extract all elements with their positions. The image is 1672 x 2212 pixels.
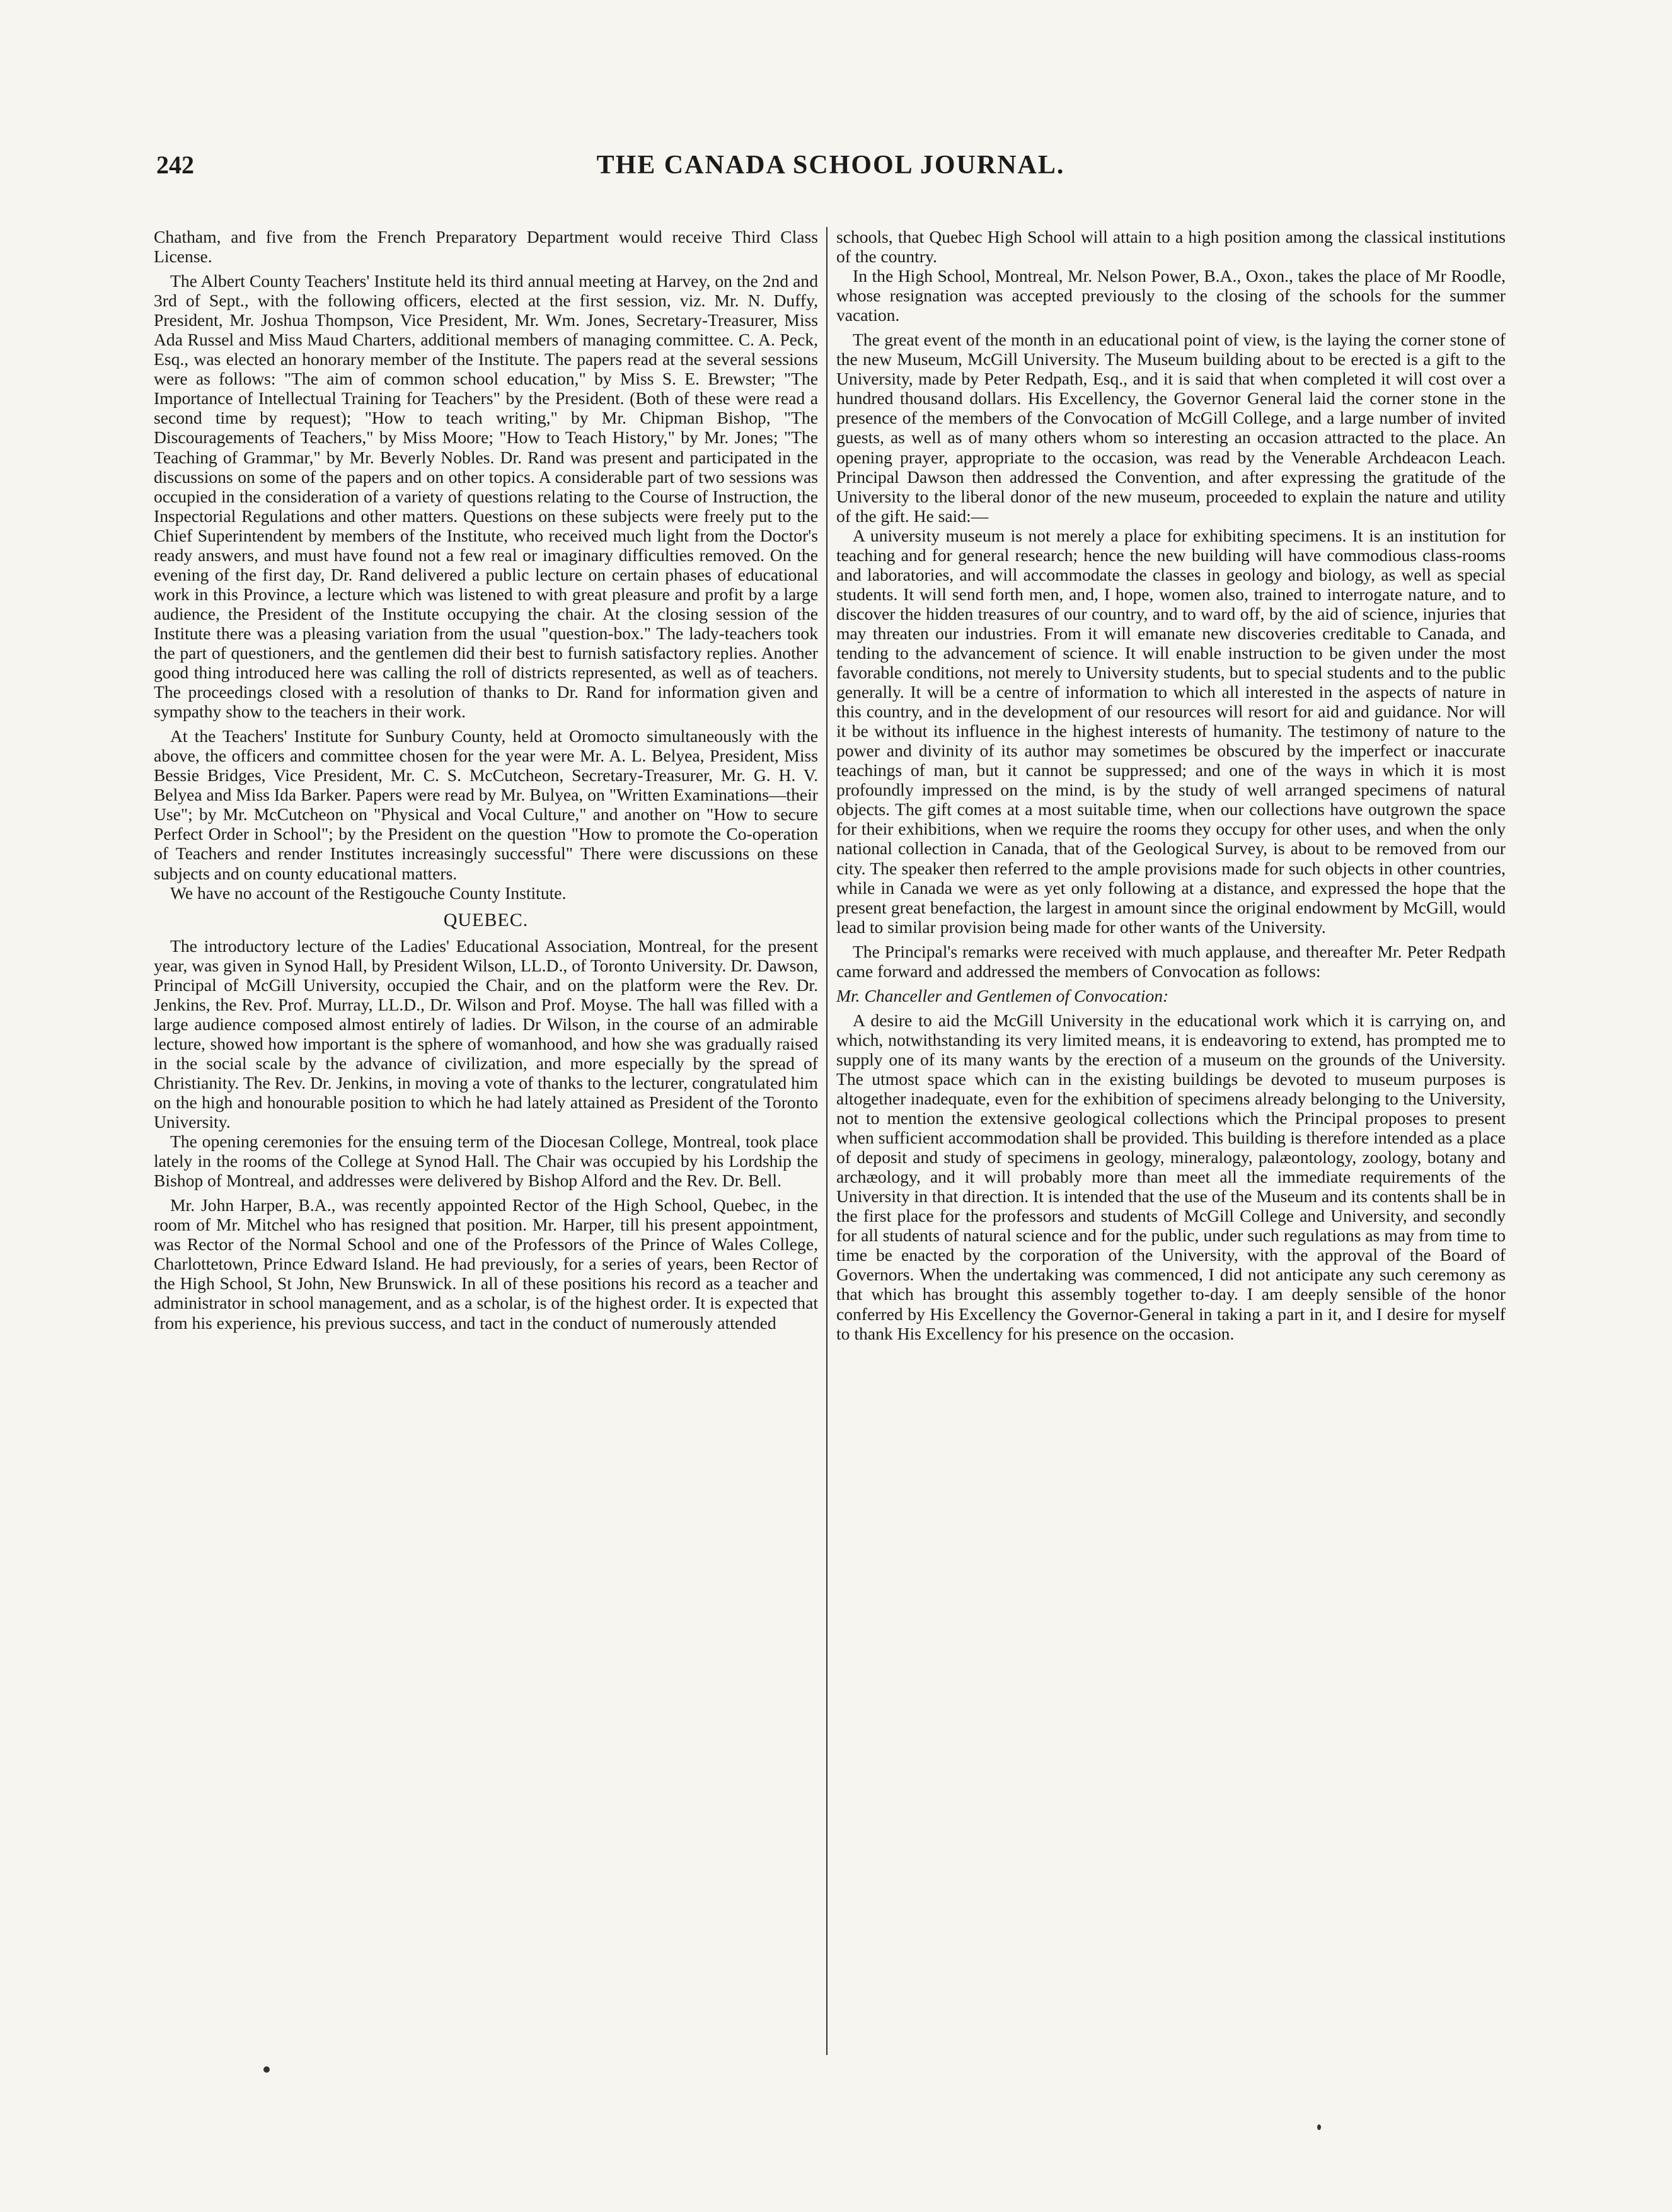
column-divider xyxy=(826,227,827,2055)
ink-speck xyxy=(263,2066,270,2073)
right-column xyxy=(836,227,1506,2042)
paragraph: Mr. John Harper, B.A., was recently appointed Rector of the High School, Quebec, in the room of Mr. Mitchel who has resigned that position. Mr. Harper, till his present appointment, was Rector of the Normal School and one of the Professors of the Prince of Wales College, Charlottetown, Prince Edward Island. He had previously, for a series of years, been Rector of the High School, St John, New Brunswick. In all of these positions his record as a teacher and administrator in school management, and as a scholar, is of the highest order. It is expected that from his experience, his previous success, and tact in the conduct of numerously attended xyxy=(154,1195,818,1333)
paragraph: The introductory lecture of the Ladies' Educational Association, Montreal, for the present year, was given in Synod Hall, by President Wilson, LL.D., of Toronto University. Dr. Dawson, Principal of McGill University, occupied the Chair, and on the platform were the Rev. Dr. Jenkins, the Rev. Prof. Murray, LL.D., Dr. Wilson and Prof. Moyse. The hall was filled with a large audience composed almost entirely of ladies. Dr Wilson, in the course of an admirable lecture, showed how important is the sphere of womanhood, and how she was gradually raised in the social scale by the advance of civilization, and more especially by the spread of Christianity. The Rev. Dr. Jenkins, in moving a vote of thanks to the lecturer, congratulated him on the high and honourable position to which he had lately attained as President of the Toronto University. xyxy=(154,935,818,1132)
paragraph: In the High School, Montreal, Mr. Nelson Power, B.A., Oxon., takes the place of Mr Roodle, whose resignation was accepted previously to the closing of the schools for the summer vacation. xyxy=(836,266,1506,325)
ink-speck xyxy=(1317,2124,1321,2130)
paragraph: The opening ceremonies for the ensuing term of the Diocesan College, Montreal, took place lately in the rooms of the College at Synod Hall. The Chair was occupied by his Lordship the Bishop of Montreal, and addresses were delivered by Bishop Alford and the Rev. Dr. Bell. xyxy=(154,1132,818,1191)
left-column xyxy=(154,227,818,2042)
paragraph: At the Teachers' Institute for Sunbury County, held at Oromocto simultaneously with the above, the officers and committee chosen for the year were Mr. A. L. Belyea, President, Miss Bessie Bridges, Vice President, Mr. C. S. McCutcheon, Secretary-Treasurer, Mr. G. H. V. Belyea and Miss Ida Barker. Papers were read by Mr. Bulyea, on "Written Examinations—their Use"; by Mr. McCutcheon on "Physical and Vocal Culture," and another on "How to secure Perfect Order in School"; by the President on the question "How to promote the Co-operation of Teachers and render Institutes increasingly successful" There were discussions on these subjects and on county educational matters. xyxy=(154,726,818,883)
paragraph: A desire to aid the McGill University in the educational work which it is carrying on, and which, notwithstanding its very limited means, it is endeavoring to extend, has prompted me to supply one of its many wants by the erection of a museum on the grounds of the University. The utmost space which can in the existing buildings be devoted to museum purposes is altogether inadequate, even for the exhibition of specimens already belonging to the University, not to mention the extensive geological collections which the Principal proposes to present when sufficient accommodation shall be provided. This building is therefore intended as a place of deposit and study of specimens in geology, mineralogy, palæontology, zoology, botany and archæology, and it will probably more than meet all the immediate requirements of the University in that direction. It is intended that the use of the Museum and its contents shall be in the first place for the professors and students of McGill College and University, and secondly for all students of natural science and for the public, under such regulations as may from time to time be enacted by the corporation of the University, with the approval of the Board of Governors. When the undertaking was commenced, I did not anticipate any such ceremony as that which has brought this assembly together to-day. I am deeply sensible of the honor conferred by His Excellency the Governor-General in taking a part in it, and I desire for myself to thank His Excellency for his presence on the occasion. xyxy=(836,1010,1506,1343)
paragraph: The Principal's remarks were received with much applause, and thereafter Mr. Peter Redpath came forward and addressed the members of Convocation as follows: xyxy=(836,941,1506,981)
paragraph: A university museum is not merely a place for exhibiting specimens. It is an institution for teaching and for general research; hence the new building will have commodious class-rooms and laboratories, and will accommodate the classes in geology and biology, as well as special students. It will send forth men, and, I hope, women also, trained to interrogate nature, and to discover the hidden treasures of our country, and to ward off, by the aid of science, injuries that may threaten our industries. From it will emanate new discoveries creditable to Canada, and tending to the advancement of science. It will enable instruction to be given under the most favorable conditions, not merely to University students, but to special students and to the public generally. It will be a centre of information to which all interested in the aspects of nature in this country, and in the development of our resources will resort for aid and guidance. Nor will it be without its influence in the highest interests of humanity. The testimony of nature to the power and divinity of its author may sometimes be obscured by the imperfect or inaccurate teachings of man, but it cannot be suppressed; and one of the ways in which it is most profoundly impressed on the mind, is by the study of well arranged specimens of natural objects. The gift comes at a most suitable time, when our collections have outgrown the space for their exhibitions, when we require the rooms they occupy for other uses, and when the only national collection in Canada, that of the Geological Survey, is about to be removed from our city. The speaker then referred to the ample provisions made for such objects in other countries, while in Canada we were as yet only following at a distance, and expressed the hope that the present great benefaction, the largest in amount since the original endowment by McGill, would lead to similar provision being made for other wants of the University. xyxy=(836,525,1506,937)
section-heading-quebec: QUEBEC. xyxy=(443,909,529,930)
paragraph: The great event of the month in an educational point of view, is the laying the corner stone of the new Museum, McGill University. The Museum building about to be erected is a gift to the University, made by Peter Redpath, Esq., and it is said that when completed it will cost over a hundred thousand dollars. His Excellency, the Governor General laid the corner stone in the presence of the members of the Convocation of McGill College, and a large number of invited guests, as well as of many others whom so interesting an occasion attracted to the place. An opening prayer, appropriate to the occasion, was read by the Venerable Archdeacon Leach. Principal Dawson then addressed the Convention, and after expressing the gratitude of the University to the liberal donor of the new museum, proceeded to explain the nature and utility of the gift. He said:— xyxy=(836,330,1506,526)
paragraph: schools, that Quebec High School will attain to a high position among the classical institutions of the country. xyxy=(836,227,1506,267)
paragraph: Chatham, and five from the French Preparatory Department would receive Third Class License. xyxy=(154,227,818,267)
paragraph: The Albert County Teachers' Institute held its third annual meeting at Harvey, on the 2nd and 3rd of Sept., with the following officers, elected at the first session, viz. Mr. N. Duffy, President, Mr. Joshua Thompson, Vice President, Mr. Wm. Jones, Secretary-Treasurer, Miss Ada Russel and Miss Maud Charters, additional members of managing committee. C. A. Peck, Esq., was elected an honorary member of the Institute. The papers read at the several sessions were as follows: "The aim of common school education," by Miss S. E. Brewster; "The Importance of Intellectual Training for Teachers" by the President. (Both of these were read a second time by request); "How to teach writing," by Mr. Chipman Bishop, "The Discouragements of Teachers," by Miss Moore; "How to Teach History," by Mr. Jones; "The Teaching of Grammar," by Mr. Beverly Nobles. Dr. Rand was present and participated in the discussions on some of the papers and on other topics. A considerable part of two sessions was occupied in the consideration of a variety of questions relating to the Course of Instruction, the Inspectorial Regulations and other matters. Questions on these subjects were freely put to the Chief Superintendent by members of the Institute, who received much light from the Doctor's ready answers, and must have found not a few real or imaginary difficulties removed. On the evening of the first day, Dr. Rand delivered a public lecture on certain phases of educational work in this Province, a lecture which was listened to with great pleasure and profit by a large audience, the President of the Institute occupying the chair. At the closing session of the Institute there was a pleasing variation from the usual "question-box." The lady-teachers took the part of questioners, and the gentlemen did their best to furnish satisfactory replies. Another good thing introduced here was calling the roll of districts represented, as well as of teachers. The proceedings closed with a resolution of thanks to Dr. Rand for information given and sympathy show to the teachers in their work. xyxy=(154,271,818,722)
address-heading: Mr. Chanceller and Gentlemen of Convocation: xyxy=(836,985,1169,1005)
page-number: 242 xyxy=(156,151,194,179)
journal-title: THE CANADA SCHOOL JOURNAL. xyxy=(596,151,1065,180)
paragraph: We have no account of the Restigouche County Institute. xyxy=(170,883,567,903)
page-header xyxy=(156,150,1505,188)
